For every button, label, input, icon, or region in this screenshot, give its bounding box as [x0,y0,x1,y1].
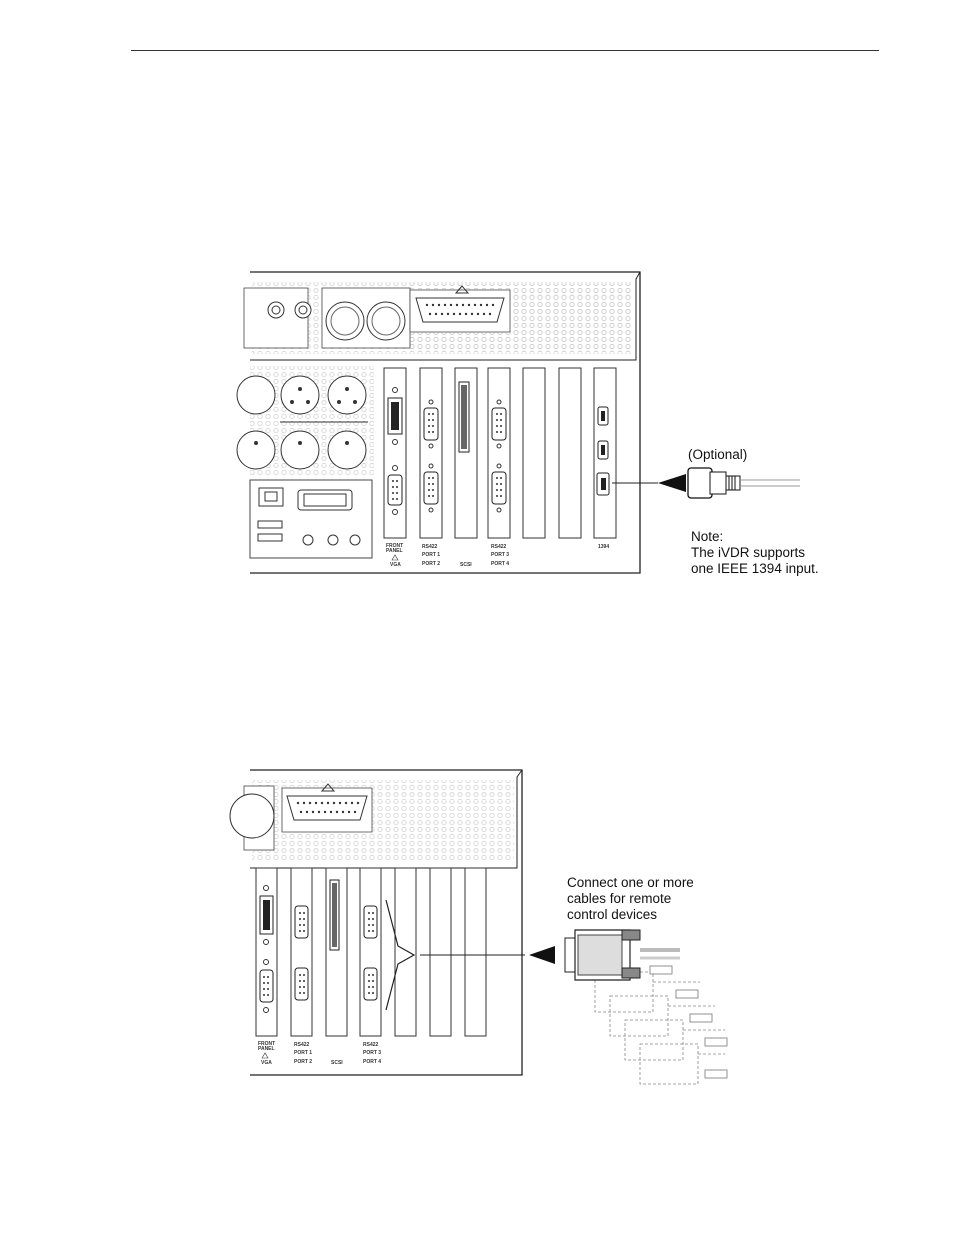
firewire-plug-icon [688,468,800,498]
label-scsi-2: SCSI [331,1060,343,1066]
note-title: Note: [691,529,724,544]
figure-1-rear-panel [237,272,800,573]
warning-icon [392,555,398,560]
optional-label: (Optional) [688,447,748,462]
label-port3: PORT 3 [491,552,510,558]
label-port1: PORT 1 [422,552,441,558]
note-line-1: The iVDR supports [691,545,806,560]
label-rs422-a-2: RS422 [294,1042,310,1048]
label-port2: PORT 2 [422,561,441,567]
label-port4-2: PORT 4 [363,1059,382,1065]
label-vga: VGA [390,562,401,568]
label-vga-2: VGA [261,1060,272,1066]
warning-icon [262,1053,268,1058]
additional-cables-icon [595,972,725,1084]
label-panel-2: PANEL [258,1046,275,1052]
note-line-2: one IEEE 1394 input. [691,561,819,576]
arrow-icon [529,946,555,964]
figure-2-rear-panel [230,770,727,1084]
label-port2-2: PORT 2 [294,1059,313,1065]
label-port3-2: PORT 3 [363,1050,382,1056]
arrow-icon [658,474,686,492]
callout-line-3: control devices [567,907,658,922]
callout-line-2: cables for remote [567,891,672,906]
label-rs422-b: RS422 [491,544,507,550]
label-port1-2: PORT 1 [294,1050,313,1056]
label-port4: PORT 4 [491,561,510,567]
label-rs422-a: RS422 [422,544,438,550]
label-1394: 1394 [598,544,610,550]
label-panel: PANEL [386,548,403,554]
label-front: FRONT [386,543,404,549]
label-front-2: FRONT [258,1041,276,1047]
label-rs422-b-2: RS422 [363,1042,379,1048]
label-scsi: SCSI [460,562,472,568]
callout-line-1: Connect one or more [567,875,694,890]
